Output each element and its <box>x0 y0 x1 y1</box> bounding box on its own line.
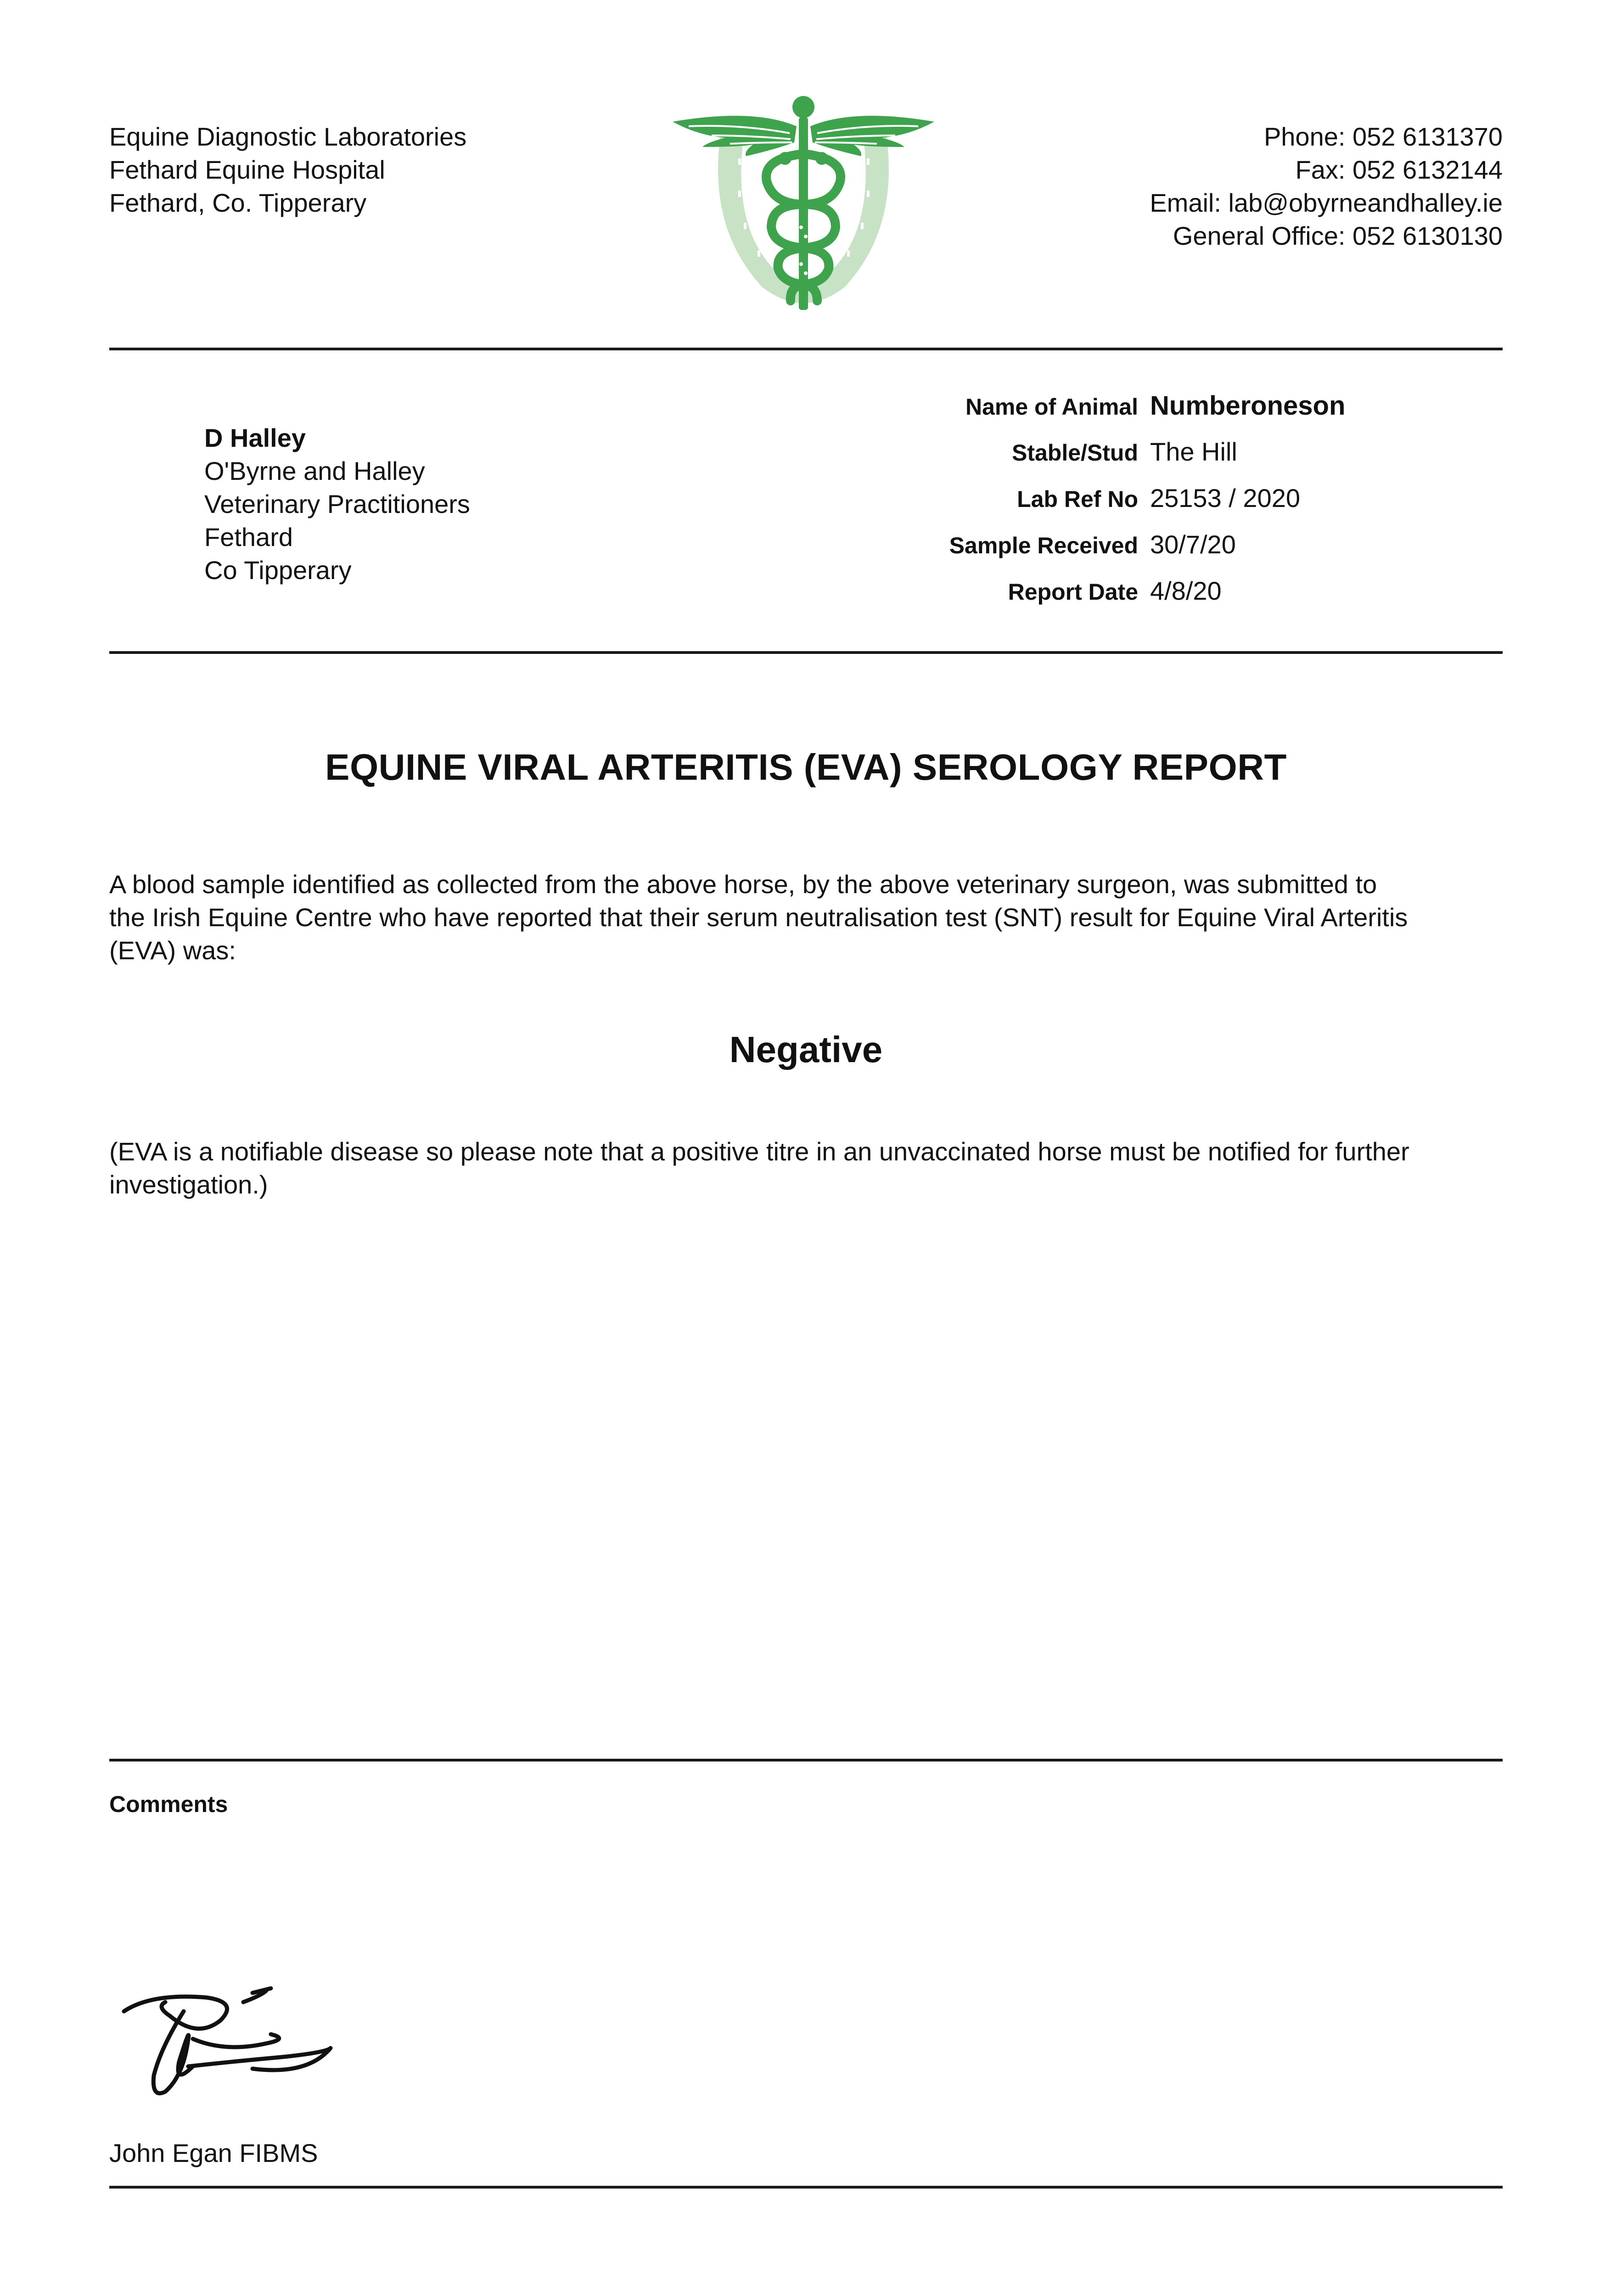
meta-label: Name of Animal <box>965 394 1138 420</box>
email: Email: lab@obyrneandhalley.ie <box>1150 188 1503 217</box>
signer-name: John Egan FIBMS <box>109 2138 318 2167</box>
stable-value: The Hill <box>1150 437 1237 466</box>
intro-line: the Irish Equine Centre who have reported that their serum neutralisation test (SNT) result for Equine Viral Arteritis <box>109 903 1408 932</box>
meta-label: Sample Received <box>949 533 1138 558</box>
note-line: (EVA is a notifiable disease so please note that a positive titre in an unvaccinated horse must be notified for further <box>109 1137 1409 1166</box>
sample-received-value: 30/7/20 <box>1150 530 1236 559</box>
comments-label: Comments <box>109 1791 228 1817</box>
meta-label: Report Date <box>1008 579 1138 605</box>
general-office: General Office: 052 6130130 <box>1173 221 1503 250</box>
meta-row-report-date <box>826 576 1345 622</box>
meta-label: Lab Ref No <box>1017 486 1138 512</box>
recipient-line: Co Tipperary <box>204 556 352 585</box>
sample-details <box>826 390 1345 622</box>
phone: Phone: 052 6131370 <box>1263 122 1503 151</box>
lab-address-line: Fethard Equine Hospital <box>109 155 385 184</box>
recipient-line: O'Byrne and Halley <box>204 456 425 485</box>
recipient-address <box>204 422 470 587</box>
caduceus-horseshoe-logo <box>670 90 937 319</box>
details-divider <box>109 651 1503 654</box>
meta-label: Stable/Stud <box>1011 440 1138 466</box>
recipient-line: Fethard <box>204 523 293 551</box>
intro-line: (EVA) was: <box>109 936 236 965</box>
report-date-value: 4/8/20 <box>1150 576 1222 605</box>
report-intro <box>109 868 1505 967</box>
intro-line: A blood sample identified as collected from the above horse, by the above veterinary surgeon, was submitted to <box>109 870 1377 899</box>
contact-info <box>1150 120 1503 253</box>
report-title: EQUINE VIRAL ARTERITIS (EVA) SEROLOGY REPORT <box>325 747 1287 788</box>
recipient-name: D Halley <box>204 423 306 452</box>
footer-divider <box>109 2186 1503 2189</box>
meta-row-received <box>826 529 1345 576</box>
comments-divider <box>109 1759 1503 1761</box>
meta-row-stable <box>826 437 1345 483</box>
animal-name: Numberoneson <box>1150 391 1346 421</box>
report-note <box>109 1135 1505 1201</box>
signature <box>115 1984 344 2112</box>
lab-ref-value: 25153 / 2020 <box>1150 484 1300 512</box>
meta-row-animal <box>826 390 1345 437</box>
recipient-line: Veterinary Practitioners <box>204 490 470 518</box>
fax: Fax: 052 6132144 <box>1295 155 1503 184</box>
note-line: investigation.) <box>109 1170 268 1199</box>
meta-row-labref <box>826 483 1345 529</box>
lab-address-line: Fethard, Co. Tipperary <box>109 188 367 217</box>
header-divider <box>109 348 1503 350</box>
lab-address <box>109 120 466 219</box>
lab-address-line: Equine Diagnostic Laboratories <box>109 122 467 151</box>
test-result: Negative <box>729 1029 883 1070</box>
